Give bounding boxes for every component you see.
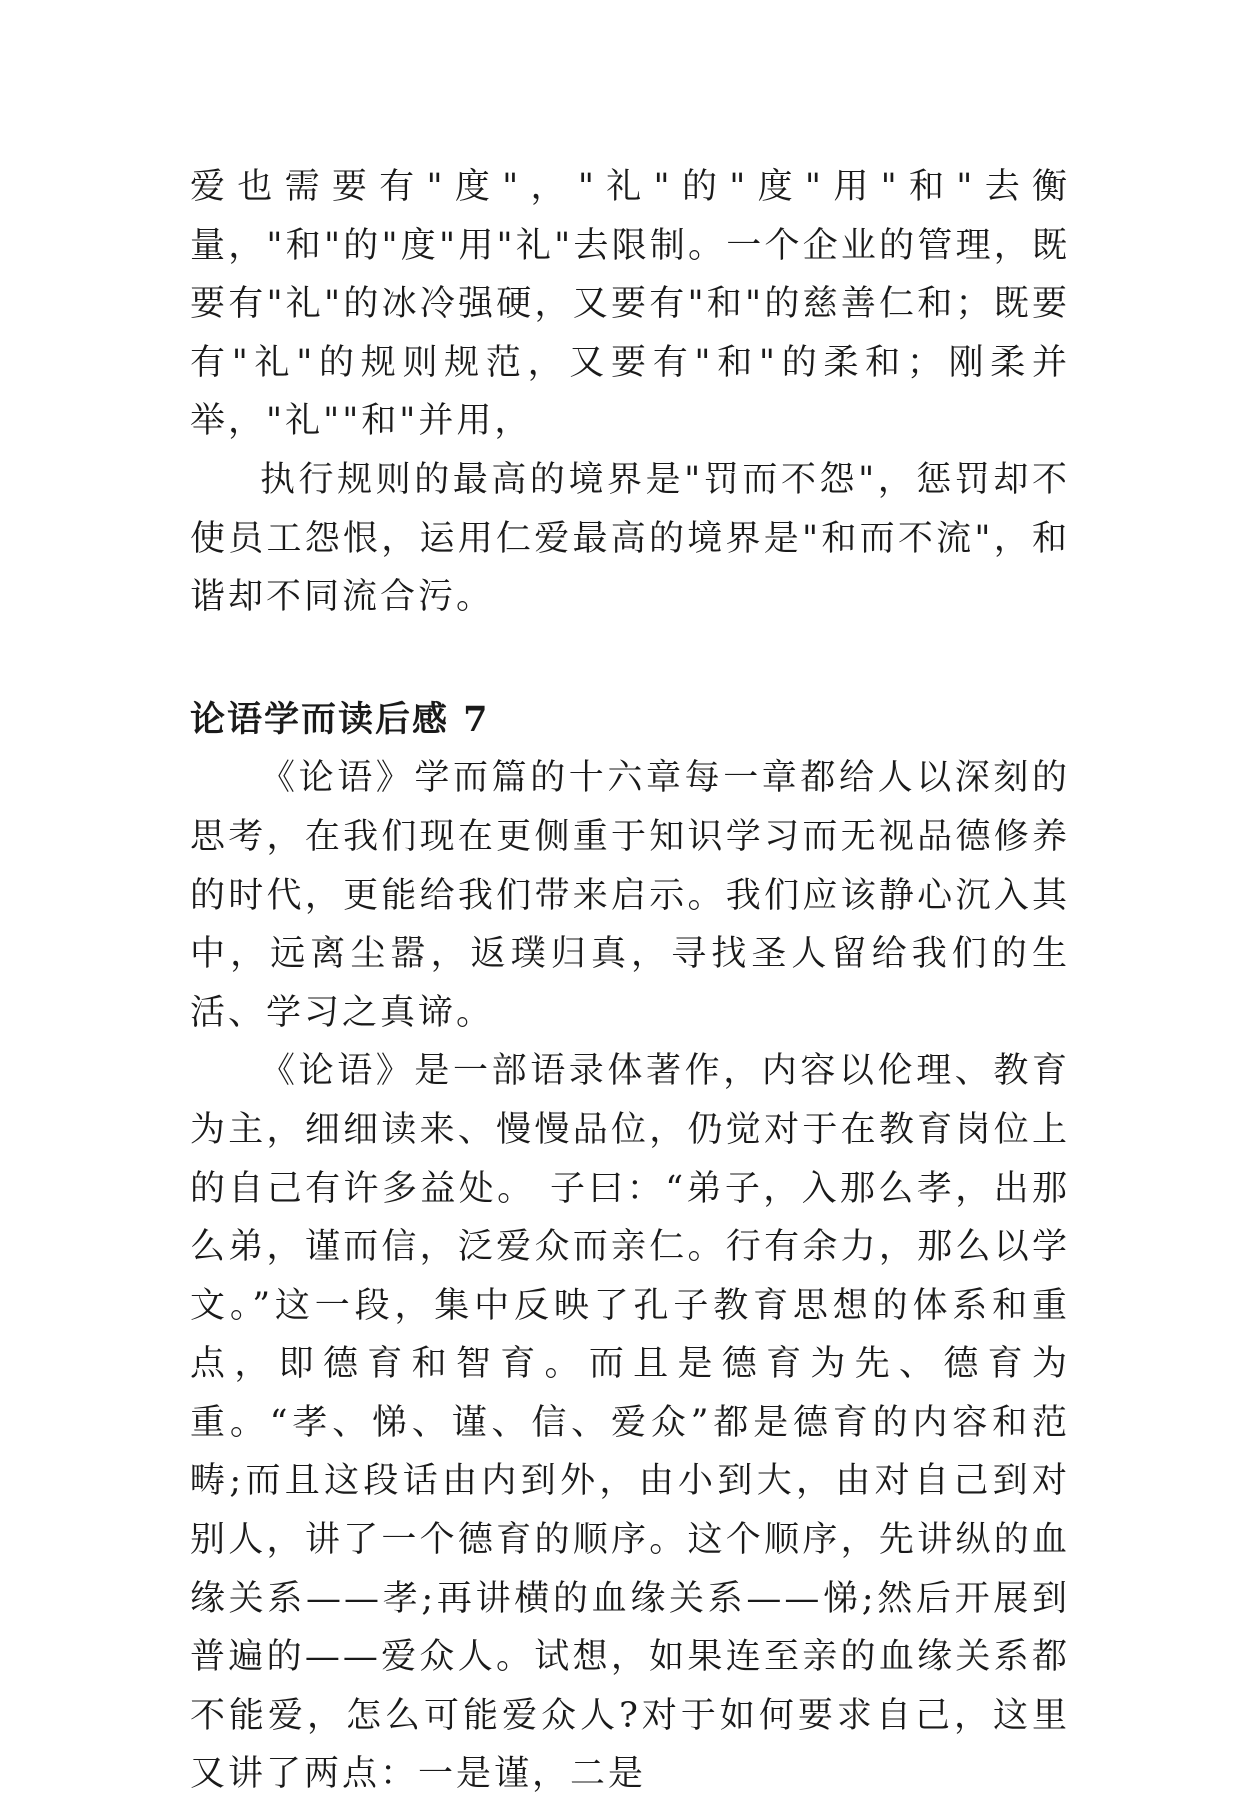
- body-paragraph: 执行规则的最高的境界是"罚而不怨"，惩罚却不使员工怨恨，运用仁爱最高的境界是"和而不流"，和谐却不同流合污。: [190, 459, 1070, 618]
- section-heading: 论语学而读后感 7: [190, 698, 490, 740]
- document-page: [190, 158, 1070, 1804]
- body-paragraph: 《论语》是一部语录体著作，内容以伦理、教育为主，细细读来、慢慢品位，仍觉对于在教育岗位上的自己有许多益处。 子曰：“弟子，入那么孝，出那么弟，谨而信，泛爱众而亲仁。行有余力，那么以学文。”这一段，集中反映了孔子教育思想的体系和重点，即德育和智育。而且是德育为先、德育为重。“孝、悌、谨、信、爱众”都是德育的内容和范畴;而且这段话由内到外，由小到大，由对自己到对别人，讲了一个德育的顺序。这个顺序，先讲纵的血缘关系——孝;再讲横的血缘关系——悌;然后开展到普遍的——爱众人。试想，如果连至亲的血缘关系都不能爱，怎么可能爱众人?对于如何要求自己，这里又讲了两点：一是谨，二是: [190, 1051, 1070, 1795]
- body-paragraph: 《论语》学而篇的十六章每一章都给人以深刻的思考，在我们现在更侧重于知识学习而无视品德修养的时代，更能给我们带来启示。我们应该静心沉入其中，远离尘嚣，返璞归真，寻找圣人留给我们的生活、学习之真谛。: [190, 758, 1070, 1033]
- body-paragraph-continuation: 爱也需要有"度"，"礼"的"度"用"和"去衡量，"和"的"度"用"礼"去限制。一个企业的管理，既要有"礼"的冰冷强硬，又要有"和"的慈善仁和；既要有"礼"的规则规范，又要有"和"的柔和；刚柔并举，"礼""和"并用，: [190, 167, 1070, 442]
